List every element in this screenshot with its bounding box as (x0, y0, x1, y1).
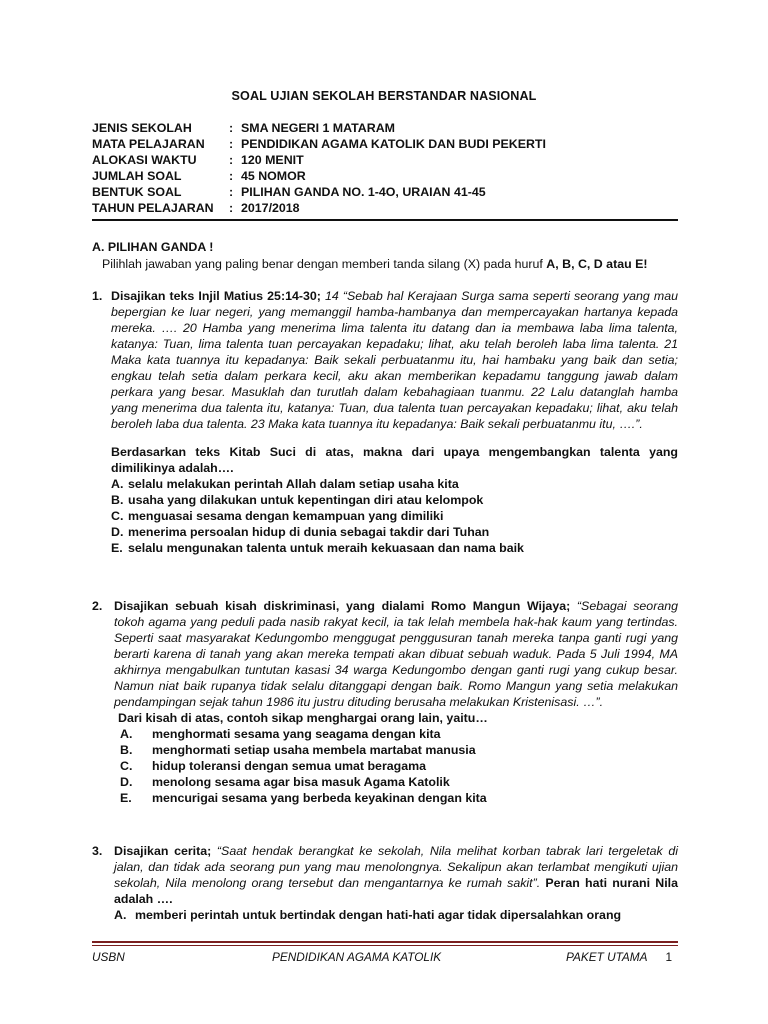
info-colon: : (229, 137, 234, 151)
info-colon: : (229, 201, 234, 215)
instruction-choices: A, B, C, D atau E! (546, 257, 648, 271)
info-row (92, 136, 678, 152)
question-number: 1. (92, 289, 103, 303)
info-row (92, 168, 678, 184)
question-stem (114, 843, 678, 923)
answer-option-a[interactable] (114, 726, 678, 742)
question-quote: “Sebagai seorang tokoh agama yang peduli pada nasib rakyat kecil, ia tak lelah membela hak-hak kaum yang tertindas. Seperti saat masyarakat Kedungombo menggugat penggusuran tanah mereka tanpa ganti rugi yang berarti karena di tanah yang akan mereka tempati akan dibuat sebuah waduk. Pada 5 Juli 1994, MA akhirnya mengabulkan tuntutan kasasi 34 warga Kedungombo dengan ganti rugi yang cukup besar. Namun niat baik rupanya tidak selalu ditanggapi dengan baik. Romo Mangun yang setia melakukan pendampingan sejak tahun 1986 itu justru dituding berusaha melakukan Kristenisasi. …”. (114, 599, 678, 709)
question-1 (92, 288, 678, 556)
page-number: 1 (665, 950, 672, 964)
question-lead: Disajikan teks Injil Matius 25:14-30; (111, 289, 321, 303)
info-key: BENTUK SOAL (92, 185, 182, 199)
info-key: MATA PELAJARAN (92, 137, 205, 151)
document-title: SOAL UJIAN SEKOLAH BERSTANDAR NASIONAL (231, 89, 537, 103)
question-ask: Berdasarkan teks Kitab Suci di atas, makna dari upaya mengembangkan talenta yang dimilikinya adalah…. (111, 445, 678, 475)
footer-divider-thin (92, 945, 678, 946)
option-letter: E. (120, 791, 132, 805)
info-key: TAHUN PELAJARAN (92, 201, 214, 215)
info-row (92, 184, 678, 200)
info-key: JENIS SEKOLAH (92, 121, 192, 135)
question-2 (92, 598, 678, 806)
option-text: selalu mengunakan talenta untuk meraih kekuasaan dan nama baik (128, 541, 524, 555)
info-colon: : (229, 169, 234, 183)
answer-option-e[interactable] (114, 790, 678, 806)
header-divider (92, 219, 678, 221)
option-letter: E. (111, 541, 123, 555)
info-value: 45 NOMOR (241, 169, 306, 183)
answer-options (114, 726, 678, 806)
question-lead: Disajikan cerita; (114, 844, 212, 858)
question-stem (114, 598, 678, 806)
option-text: menghormati setiap usaha membela martabat manusia (152, 743, 476, 757)
info-value: SMA NEGERI 1 MATARAM (241, 121, 395, 135)
question-ask: Dari kisah di atas, contoh sikap menghargai orang lain, yaitu… (118, 711, 488, 725)
footer-exam-label: USBN (92, 950, 125, 964)
info-key: ALOKASI WAKTU (92, 153, 197, 167)
option-letter: B. (120, 743, 133, 757)
question-3 (92, 843, 678, 923)
footer-package: PAKET UTAMA (566, 950, 648, 964)
option-text: hidup toleransi dengan semua umat beragama (152, 759, 427, 773)
option-text: menguasai sesama dengan kemampuan yang dimiliki (128, 509, 444, 523)
info-colon: : (229, 153, 234, 167)
question-number: 3. (92, 844, 103, 858)
info-value: 120 MENIT (241, 153, 304, 167)
answer-option-c[interactable] (114, 758, 678, 774)
info-colon: : (229, 185, 234, 199)
info-row (92, 200, 678, 216)
option-text: menerima persoalan hidup di dunia sebagai takdir dari Tuhan (128, 525, 490, 539)
answer-option-c[interactable] (111, 508, 678, 524)
question-stem (111, 288, 678, 556)
answer-option-d[interactable] (111, 524, 678, 540)
section-instruction (92, 256, 678, 273)
answer-option-d[interactable] (114, 774, 678, 790)
info-value: PILIHAN GANDA NO. 1-4O, URAIAN 41-45 (241, 185, 486, 199)
option-letter: B. (111, 493, 124, 507)
exam-info-table (92, 120, 678, 216)
answer-option-b[interactable] (114, 742, 678, 758)
option-text: mencurigai sesama yang berbeda keyakinan dengan kita (152, 791, 487, 805)
question-number: 2. (92, 599, 103, 613)
footer-subject: PENDIDIKAN AGAMA KATOLIK (272, 950, 442, 964)
option-text: menolong sesama agar bisa masuk Agama Katolik (152, 775, 450, 789)
answer-options (114, 907, 678, 923)
option-text: selalu melakukan perintah Allah dalam setiap usaha kita (128, 477, 459, 491)
footer-divider-thick (92, 941, 678, 943)
section-heading: A. PILIHAN GANDA ! (92, 240, 214, 254)
info-row (92, 120, 678, 136)
section-a (92, 239, 678, 273)
option-letter: D. (120, 775, 133, 789)
answer-option-a[interactable] (114, 907, 678, 923)
option-text: memberi perintah untuk bertindak dengan hati-hati agar tidak dipersalahkan orang (135, 908, 622, 922)
info-key: JUMLAH SOAL (92, 169, 182, 183)
instruction-text: Pilihlah jawaban yang paling benar dengan memberi tanda silang (X) pada huruf (102, 257, 547, 271)
option-text: menghormati sesama yang seagama dengan kita (152, 727, 441, 741)
info-row (92, 152, 678, 168)
info-colon: : (229, 121, 234, 135)
option-letter: A. (114, 908, 127, 922)
page-footer (92, 949, 678, 965)
question-lead: Disajikan sebuah kisah diskriminasi, yang dialami Romo Mangun Wijaya; (114, 599, 571, 613)
info-value: PENDIDIKAN AGAMA KATOLIK DAN BUDI PEKERTI (241, 137, 546, 151)
answer-option-a[interactable] (111, 476, 678, 492)
option-letter: D. (111, 525, 124, 539)
question-quote: 14 “Sebab hal Kerajaan Surga sama seperti seorang yang mau bepergian ke luar negeri, yang memanggil hamba-hambanya dan mempercayakan hartanya kepada mereka. …. 20 Hamba yang menerima lima talenta itu datang dan ia membawa laba lima talenta, katanya: Tuan, lima talenta tuan percayakan kepadaku; lihat, aku telah beroleh laba lima talenta. 21 Maka kata tuannya itu kepadanya: Baik sekali perbuatanmu itu, hai hambaku yang baik dan setia; engkau telah setia dalam perkara kecil, aku akan memberikan kepadamu tanggung jawab dalam perkara yang besar. Masuklah dan turutlah dalam kebahagiaan tuanmu. 22 Lalu datanglah hamba yang menerima dua talenta itu, katanya: Tuan, dua talenta tuan percayakan kepadaku; lihat, aku telah beroleh laba dua talenta. 23 Maka kata tuannya itu kepadanya: Baik sekali perbuatanmu itu, ….”. (111, 289, 678, 431)
answer-option-e[interactable] (111, 540, 678, 556)
question-quote: “Saat hendak berangkat ke sekolah, Nila melihat korban tabrak lari tergeletak di jalan, dan tidak ada seorang pun yang mau menolongnya. Sekalipun akan terlambat mengikuti ujian sekolah, Nila menolong orang tersebut dan mengantarnya ke rumah sakit”. (114, 844, 678, 890)
option-text: usaha yang dilakukan untuk kepentingan diri atau kelompok (128, 493, 484, 507)
option-letter: C. (120, 759, 133, 773)
question-ask: Peran hati nurani Nila adalah …. (114, 876, 678, 906)
answer-options (111, 476, 678, 556)
info-value: 2017/2018 (241, 201, 300, 215)
option-letter: C. (111, 509, 124, 523)
answer-option-b[interactable] (111, 492, 678, 508)
option-letter: A. (120, 727, 133, 741)
option-letter: A. (111, 477, 124, 491)
